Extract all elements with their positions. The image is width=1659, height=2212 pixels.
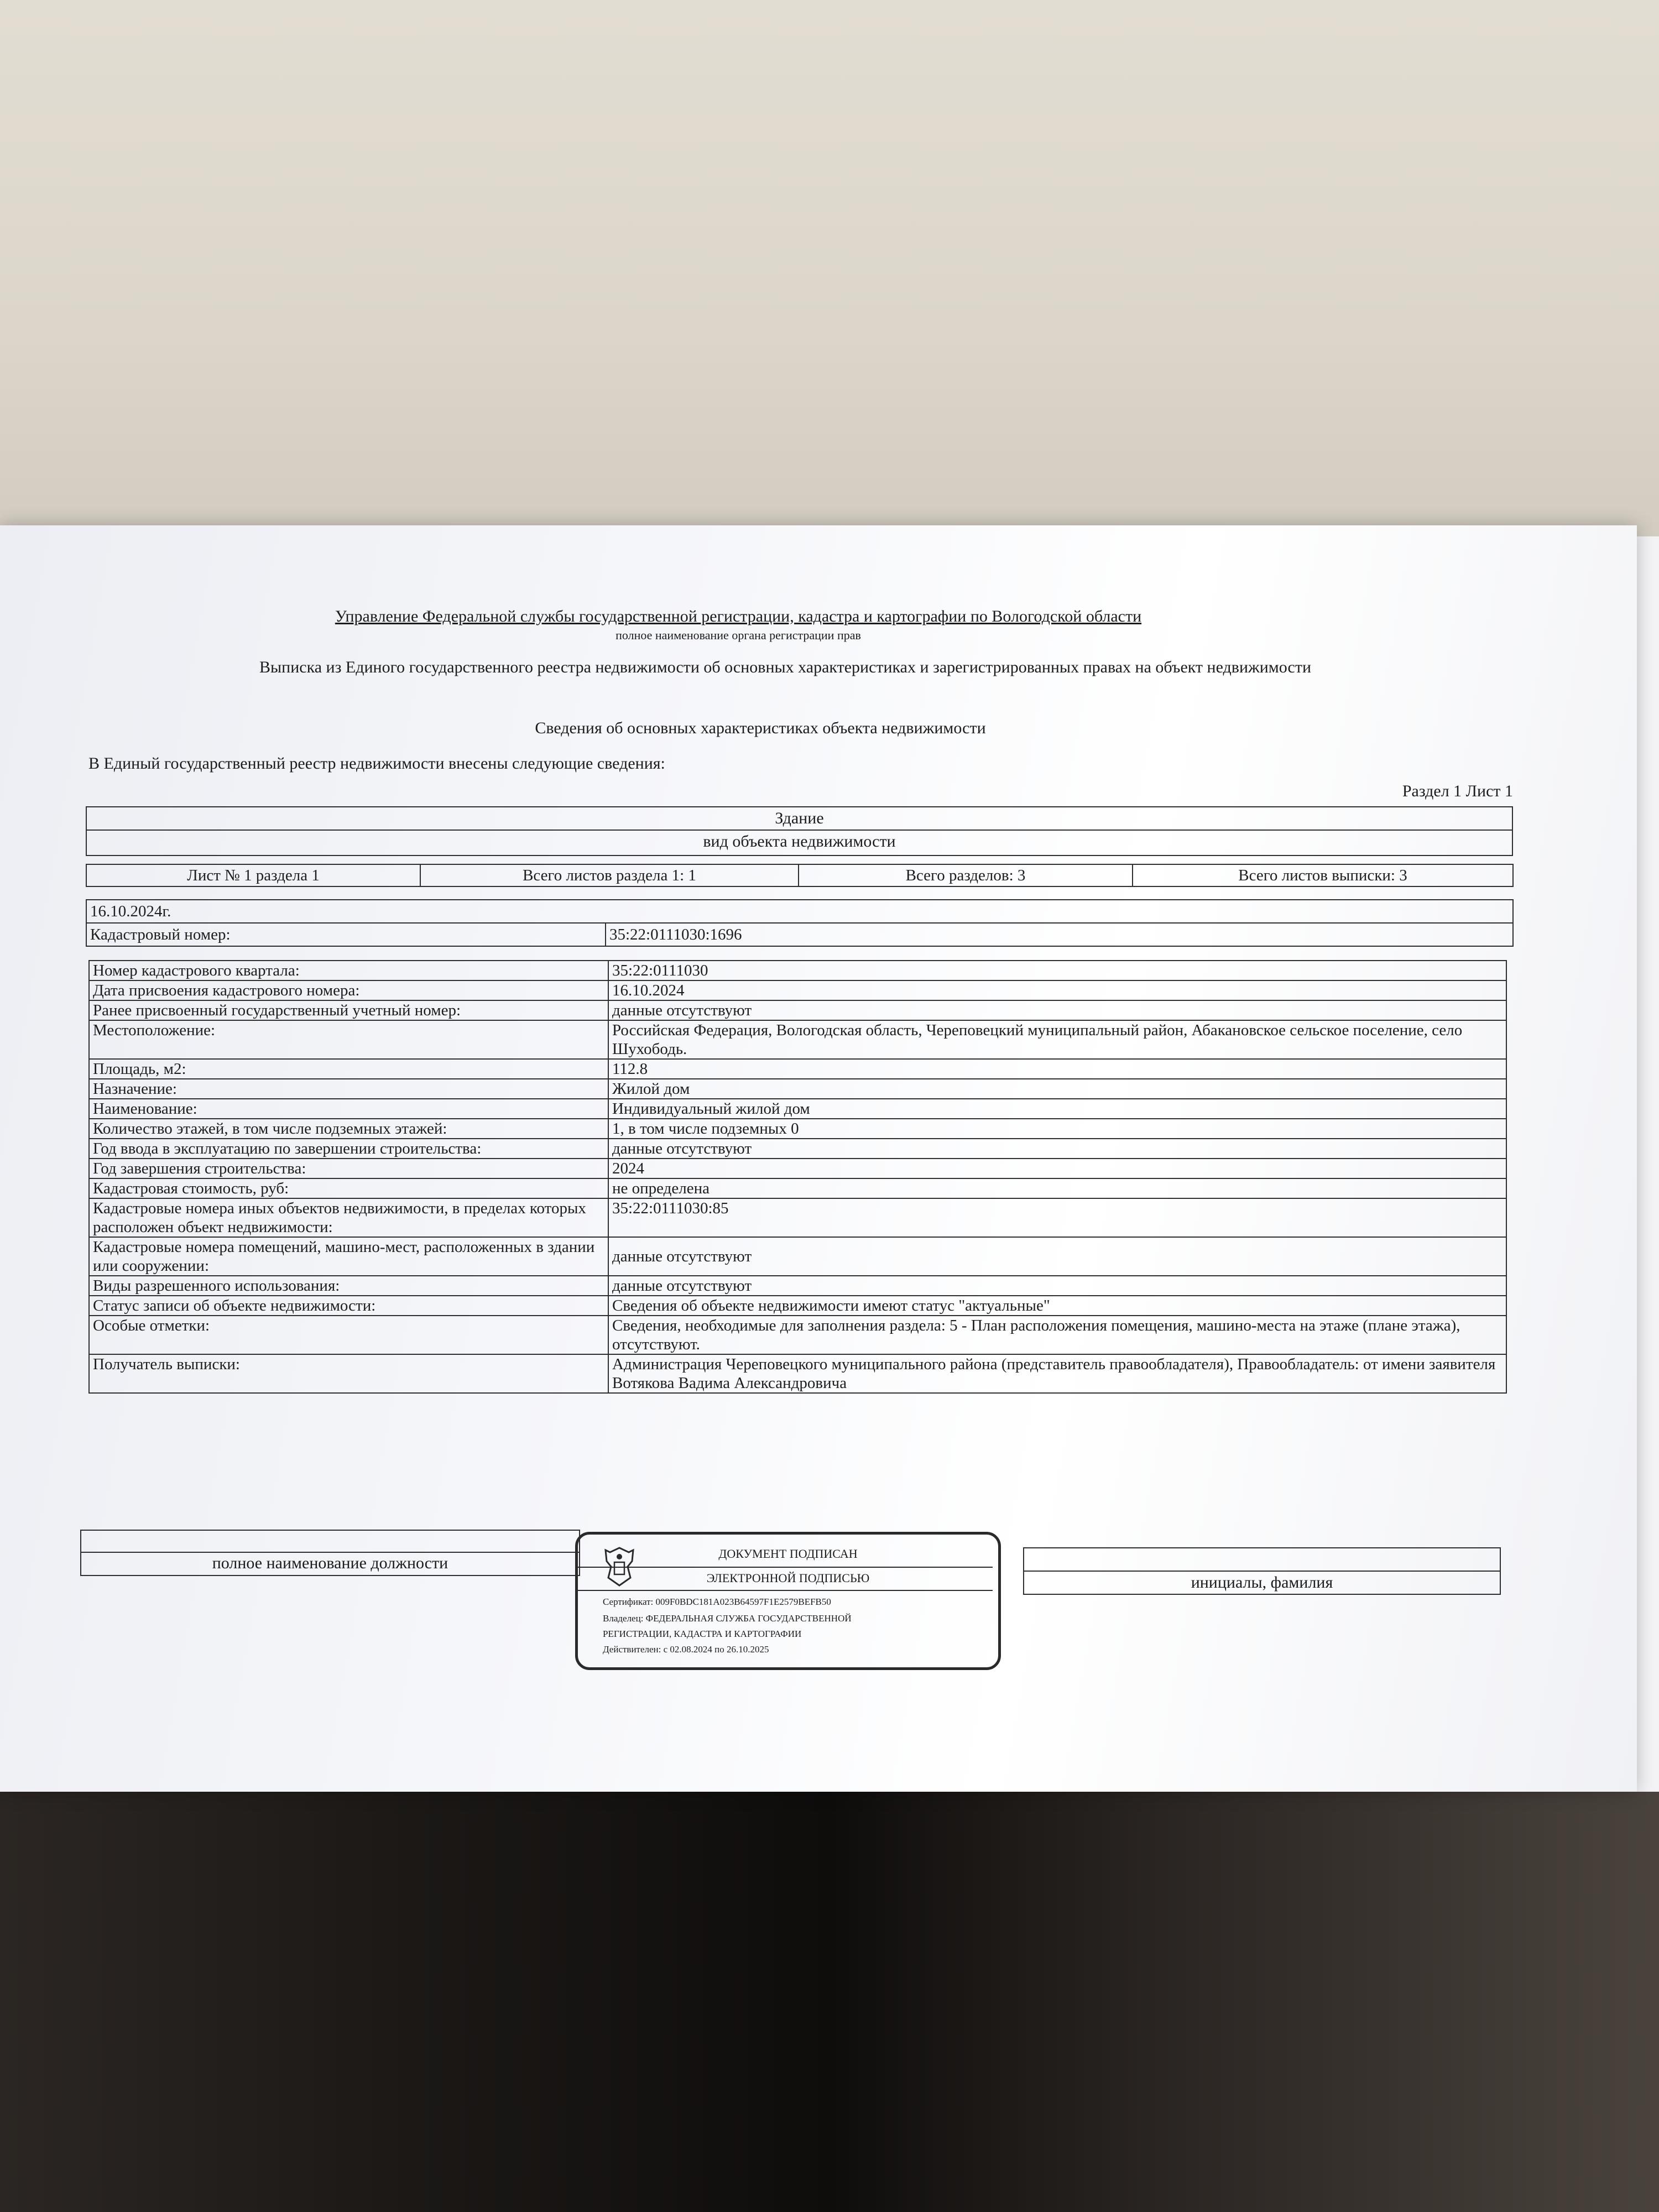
- row-label: Количество этажей, в том числе подземных этажей:: [89, 1119, 608, 1139]
- row-label: Год завершения строительства:: [89, 1159, 608, 1178]
- sheet-number: Лист № 1 раздела 1: [86, 864, 420, 886]
- table-row: [89, 1316, 1506, 1354]
- row-label: Ранее присвоенный государственный учетный номер:: [89, 1000, 608, 1020]
- stamp-validity: Действителен: с 02.08.2024 по 26.10.2025: [603, 1644, 769, 1655]
- row-label: Площадь, м2:: [89, 1059, 608, 1079]
- row-value: Сведения, необходимые для заполнения раздела: 5 - План расположения помещения, машино-места на этаже (плане этажа), отсутствуют.: [608, 1316, 1506, 1354]
- object-kind: Здание: [87, 807, 1512, 831]
- stamp-owner-line2: РЕГИСТРАЦИИ, КАДАСТРА И КАРТОГРАФИИ: [603, 1629, 802, 1639]
- row-label: Год ввода в эксплуатацию по завершении строительства:: [89, 1139, 608, 1159]
- object-kind-box: [86, 806, 1513, 856]
- row-value: 16.10.2024: [608, 980, 1506, 1000]
- row-label: Номер кадастрового квартала:: [89, 961, 608, 980]
- row-value: данные отсутствуют: [608, 1276, 1506, 1296]
- sections-total: Всего разделов: 3: [799, 864, 1133, 886]
- table-row: [89, 1119, 1506, 1139]
- sheets-in-section: Всего листов раздела 1: 1: [420, 864, 799, 886]
- position-caption: полное наименование должности: [212, 1554, 448, 1572]
- table-row: [89, 1139, 1506, 1159]
- cadastral-number-value: 35:22:0111030:1696: [606, 923, 1513, 946]
- row-label: Местоположение:: [89, 1020, 608, 1059]
- section-sheet-label: Раздел 1 Лист 1: [1402, 782, 1513, 800]
- cadastral-number-label: Кадастровый номер:: [86, 923, 606, 946]
- row-value: 35:22:0111030:85: [608, 1198, 1506, 1237]
- record-header-table: [86, 899, 1514, 947]
- table-row: [89, 1237, 1506, 1276]
- intro-text: В Единый государственный реестр недвижимости внесены следующие сведения:: [88, 754, 665, 773]
- row-label: Виды разрешенного использования:: [89, 1276, 608, 1296]
- row-value: Администрация Череповецкого муниципального района (представитель правообладателя), Правообладатель: от имени заявителя Вотякова Вадима Александровича: [608, 1354, 1506, 1393]
- table-row: [89, 961, 1506, 980]
- record-date: 16.10.2024г.: [86, 900, 1513, 923]
- row-value: не определена: [608, 1178, 1506, 1198]
- row-label: Наименование:: [89, 1099, 608, 1119]
- document-sheet: [0, 525, 1637, 1792]
- table-row: [89, 1099, 1506, 1119]
- table-row: [89, 1079, 1506, 1099]
- row-value: Российская Федерация, Вологодская область, Череповецкий муниципальный район, Абакановское сельское поселение, село Шухободь.: [608, 1020, 1506, 1059]
- table-row: [89, 1296, 1506, 1316]
- name-box: [1023, 1547, 1501, 1595]
- row-value: данные отсутствуют: [608, 1139, 1506, 1159]
- authority-caption: полное наименование органа регистрации прав: [615, 628, 861, 642]
- row-value: Индивидуальный жилой дом: [608, 1099, 1506, 1119]
- row-value: 1, в том числе подземных 0: [608, 1119, 1506, 1139]
- stamp-title-line1: ДОКУМЕНТ ПОДПИСАН: [718, 1547, 858, 1561]
- extract-title: Выписка из Единого государственного реестра недвижимости об основных характеристиках и зарегистрированных правах на объект недвижимости: [259, 658, 1311, 676]
- row-label: Дата присвоения кадастрового номера:: [89, 980, 608, 1000]
- table-surface-top: [0, 0, 1659, 553]
- table-row: [89, 1159, 1506, 1178]
- row-value: 112.8: [608, 1059, 1506, 1079]
- table-row: [89, 1020, 1506, 1059]
- stamp-certificate: Сертификат: 009F0BDC181A023B64597F1E2579BEFB50: [603, 1597, 831, 1607]
- row-value: 35:22:0111030: [608, 961, 1506, 980]
- table-row: [89, 1198, 1506, 1237]
- table-row: [89, 980, 1506, 1000]
- authority-name: Управление Федеральной службы государственной регистрации, кадастра и картографии по Вологодской области: [335, 607, 1142, 625]
- stamp-title-line2: ЭЛЕКТРОННОЙ ПОДПИСЬЮ: [706, 1571, 870, 1585]
- characteristics-table: [88, 960, 1507, 1394]
- row-label: Статус записи об объекте недвижимости:: [89, 1296, 608, 1316]
- table-row: [89, 1178, 1506, 1198]
- object-kind-caption: вид объекта недвижимости: [703, 832, 896, 851]
- position-box: [80, 1530, 580, 1576]
- row-value: Жилой дом: [608, 1079, 1506, 1099]
- table-row: [89, 1000, 1506, 1020]
- row-value: 2024: [608, 1159, 1506, 1178]
- row-label: Особые отметки:: [89, 1316, 608, 1354]
- row-value: Сведения об объекте недвижимости имеют статус "актуальные": [608, 1296, 1506, 1316]
- electronic-signature-stamp: [575, 1532, 1001, 1670]
- row-label: Кадастровые номера помещений, машино-мест, расположенных в здании или сооружении:: [89, 1237, 608, 1276]
- table-row: [89, 1059, 1506, 1079]
- stamp-owner-line1: Владелец: ФЕДЕРАЛЬНАЯ СЛУЖБА ГОСУДАРСТВЕННОЙ: [603, 1613, 852, 1624]
- row-label: Назначение:: [89, 1079, 608, 1099]
- sheets-total: Всего листов выписки: 3: [1133, 864, 1513, 886]
- row-value: данные отсутствуют: [608, 1000, 1506, 1020]
- sheets-info-table: [86, 864, 1514, 887]
- row-value: данные отсутствуют: [608, 1237, 1506, 1276]
- row-label: Получатель выписки:: [89, 1354, 608, 1393]
- row-label: Кадастровые номера иных объектов недвижимости, в пределах которых расположен объект недвижимости:: [89, 1198, 608, 1237]
- section-title: Сведения об основных характеристиках объекта недвижимости: [535, 719, 986, 737]
- name-caption: инициалы, фамилия: [1191, 1573, 1333, 1592]
- row-label: Кадастровая стоимость, руб:: [89, 1178, 608, 1198]
- table-row: [89, 1354, 1506, 1393]
- table-row: [89, 1276, 1506, 1296]
